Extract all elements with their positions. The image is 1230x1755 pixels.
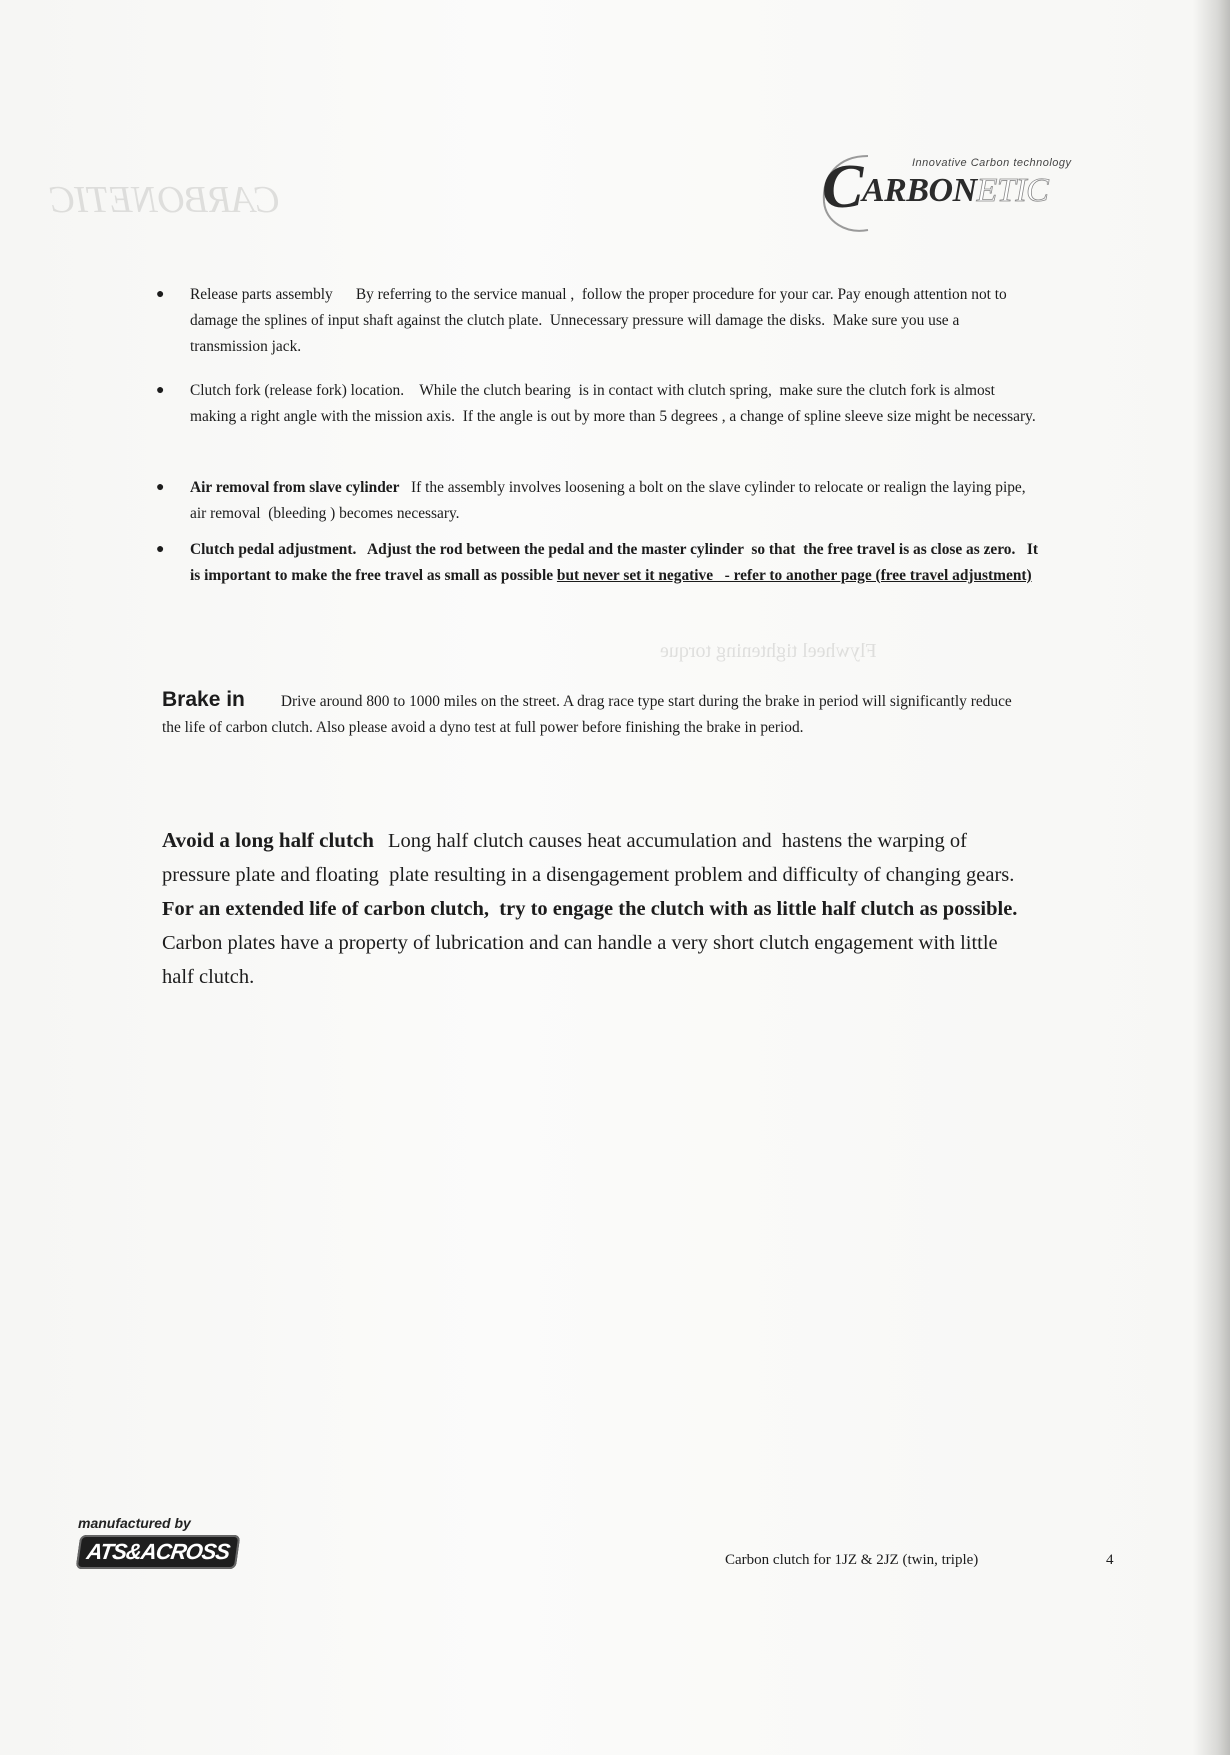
logo-wordmark-dark: ARBON [862, 172, 977, 209]
bullet-icon: ● [156, 480, 165, 495]
bullet-text [190, 537, 1042, 589]
text-segment: but never set it negative - refer to another page (free travel adjustment) [556, 567, 1032, 584]
bullet-icon: ● [156, 383, 165, 398]
logo-wordmark [862, 172, 1048, 210]
manufactured-by-label: manufactured by [78, 1515, 191, 1531]
text-segment: For an extended life of carbon clutch, try to engage the clutch with as little half clutch as possible. [162, 898, 1018, 920]
bullet-text [190, 282, 1038, 360]
text-segment: Air removal from slave cylinder [190, 479, 400, 496]
page-number: 4 [1106, 1552, 1114, 1568]
text-segment: By referring to the service manual , follow the proper procedure for your car. Pay enough attention not to damage the splines of input shaft against the clutch plate. Unnecessary pressure will damage the disks. Make sure you use a transmission jack. [190, 286, 1011, 355]
bullet-release-parts [148, 282, 1038, 360]
logo-letter-c: C [822, 153, 864, 221]
bullet-text [190, 378, 1038, 430]
text-segment: Release parts assembly [190, 286, 333, 303]
ats-across-logo: ATS&ACROSS [76, 1535, 241, 1569]
half-clutch-section [162, 823, 1028, 994]
logo-tagline: Innovative Carbon technology [912, 157, 1072, 169]
manufacturer-block [78, 1515, 238, 1569]
document-title: Carbon clutch for 1JZ & 2JZ (twin, triple) [725, 1552, 979, 1568]
text-segment: Long half clutch causes heat accumulation and hastens the warping of pressure plate and floating plate resulting in a disengagement problem and difficulty of changing gears. [162, 830, 1025, 886]
bullet-text [190, 475, 1038, 527]
bullet-clutch-pedal [148, 537, 1042, 589]
brake-in-section [162, 687, 1012, 741]
bullet-clutch-fork [148, 378, 1038, 430]
bullet-icon: ● [156, 287, 165, 302]
bullet-icon: ● [156, 542, 165, 557]
text-segment: Clutch fork (release fork) location. [190, 382, 405, 399]
carbonetic-logo [822, 150, 1114, 240]
bullet-air-removal [148, 475, 1038, 527]
text-segment: While the clutch bearing is in contact with clutch spring, make sure the clutch fork is almost making a right angle with the mission axis. If the angle is out by more than 5 degrees , a change of spline sleeve size might be necessary. [190, 382, 1036, 425]
logo-wordmark-light: ETIC [976, 172, 1049, 209]
half-clutch-body [162, 830, 1028, 988]
bleed-through-logo: CARBONETIC [50, 179, 281, 221]
text-segment: If the assembly involves loosening a bolt on the slave cylinder to relocate or realign the laying pipe, air removal (bleeding ) becomes necessary. [190, 479, 1034, 522]
text-segment: Clutch pedal adjustment. Adjust the rod between the pedal and the master cylinder so that the free travel is as close as zero. It is important to make the free travel as small as possible [190, 541, 1042, 584]
brake-in-heading: Brake in [162, 688, 245, 711]
text-segment: Carbon plates have a property of lubrication and can handle a very short clutch engagement with little half clutch. [162, 898, 1028, 988]
half-clutch-heading: Avoid a long half clutch [162, 828, 374, 852]
bleed-through-heading: Flywheel tightening torque [660, 640, 877, 662]
brake-in-body: Drive around 800 to 1000 miles on the street. A drag race type start during the brake in period will significantly reduce the life of carbon clutch. Also please avoid a dyno test at full power before finishing the brake in period. [162, 693, 1012, 736]
